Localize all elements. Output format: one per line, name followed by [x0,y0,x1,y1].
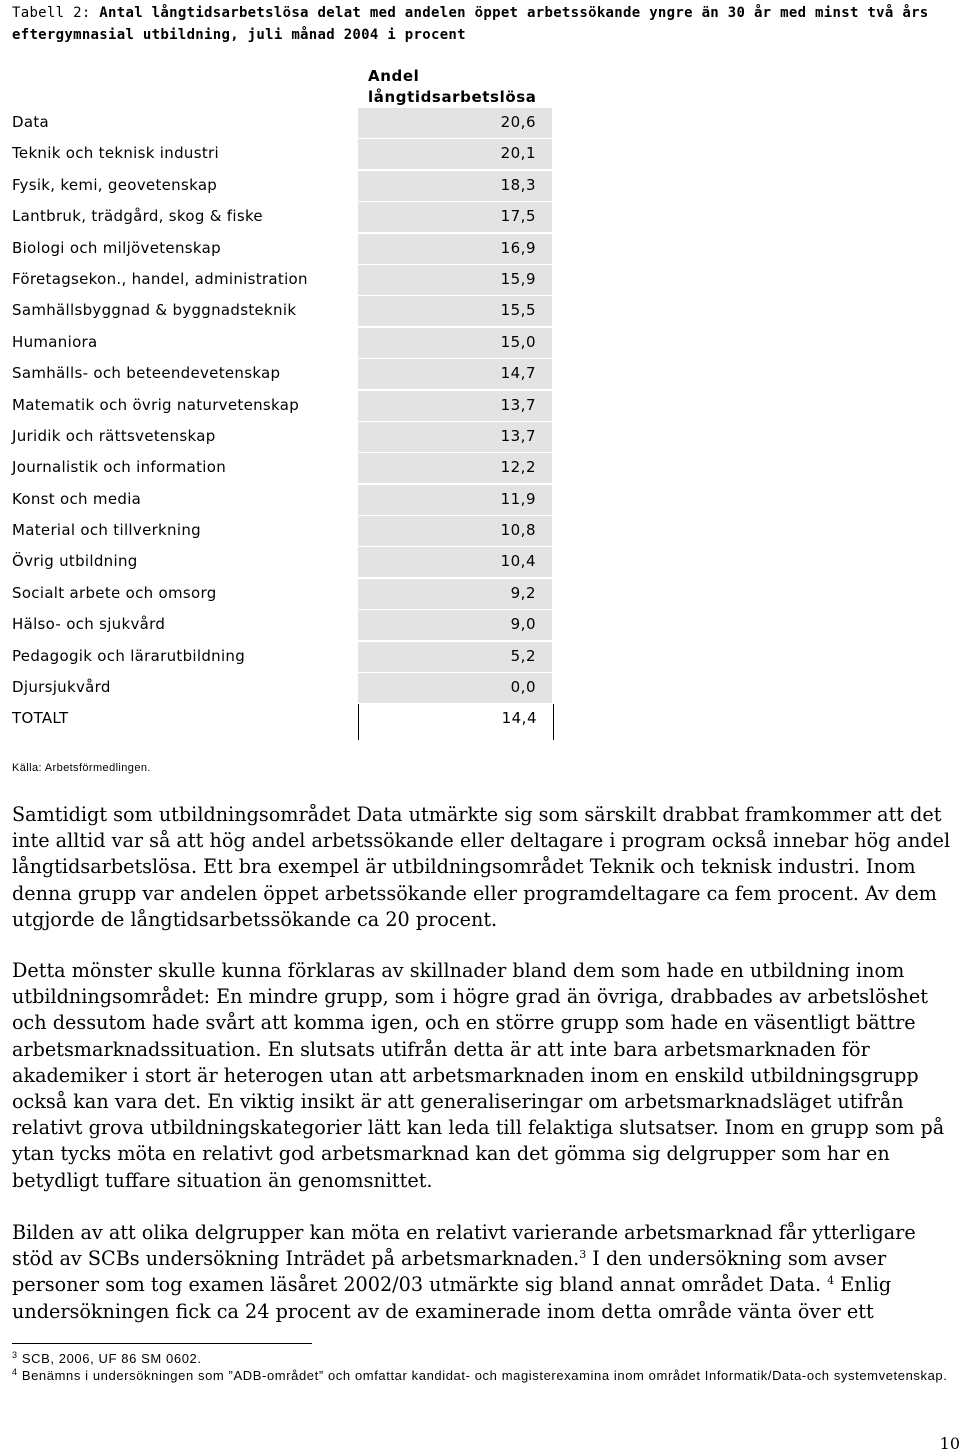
row-value: 10,4 [500,552,536,571]
value-cell [358,139,552,169]
paragraph-3 [12,1220,957,1325]
row-label: Material och tillverkning [12,521,201,540]
total-value: 14,4 [501,709,537,728]
table-row [0,234,560,265]
table-caption [12,2,952,46]
footnote-3-mark: 3 [12,1350,18,1360]
table-row [0,328,560,359]
caption-title: Antal långtidsarbetslösa delat med andelen öppet arbetssökande yngre än 30 år med minst två års eftergymnasial utbildning, juli månad 2004 i procent [12,5,929,43]
paragraph-2: Detta mönster skulle kunna förklaras av skillnader bland dem som hade en utbildning inom utbildningsområdet: En mindre grupp, som i högre grad än övriga, drabbades av arbetslöshet och dessutom hade svårt att komma igen, och en större grupp som hade en väsentligt bättre arbetsmarknadssituation. En slutsats utifrån detta är att inte bara arbetsmarknaden för akademiker i stort är heterogen utan att arbetsmarknaden inom en enskild utbildningsgrupp också kan vara det. En viktig insikt är att generaliseringar om arbetsmarknadsläget utifrån relativt grova utbildningskategorier lätt kan leda till felaktiga slutsatser. Inom en grupp som på ytan tycks möta en relativt god arbetsmarknad kan det gömma sig delgrupper som har en betydligt tuffare situation än genomsnittet. [12,959,945,1192]
value-cell [358,485,552,515]
row-value: 20,1 [500,144,536,163]
table-total-row [0,704,560,735]
row-value: 9,2 [510,583,536,602]
row-label: Hälso- och sjukvård [12,615,166,634]
value-cell [358,328,552,358]
footnote-4-mark: 4 [12,1367,18,1377]
value-cell [358,234,552,264]
row-label: Matematik och övrig naturvetenskap [12,395,300,414]
caption-label: Tabell 2: [12,5,100,21]
page-number: 10 [939,1434,960,1453]
footnote-ref-3[interactable]: 3 [579,1248,587,1262]
row-value: 14,7 [500,364,536,383]
value-cell [358,296,552,326]
row-value: 15,9 [500,269,536,288]
row-label: Samhällsbyggnad & byggnadsteknik [12,301,297,320]
row-value: 16,9 [500,238,536,257]
table-body [0,108,560,736]
row-value: 12,2 [500,458,536,477]
value-cell [358,673,552,703]
value-cell [358,642,552,672]
table-row [0,359,560,390]
value-cell [358,610,552,640]
table-row [0,673,560,704]
table-row [0,453,560,484]
total-cell [358,704,554,740]
value-cell [358,108,552,138]
row-label: Pedagogik och lärarutbildning [12,646,246,665]
value-cell [358,516,552,546]
value-cell [358,359,552,389]
table-row [0,485,560,516]
table-row [0,265,560,296]
value-cell [358,265,552,295]
row-label: Konst och media [12,489,142,508]
row-value: 0,0 [510,678,536,697]
footnote-separator [12,1343,312,1344]
row-label: Företagsekon., handel, administration [12,269,308,288]
value-cell [358,579,552,609]
footnotes [12,1350,957,1384]
footnote-3 [12,1350,957,1367]
table-row [0,296,560,327]
table-row [0,202,560,233]
value-cell [358,422,552,452]
row-value: 11,9 [500,489,536,508]
footnote-3-text: SCB, 2006, UF 86 SM 0602. [17,1351,202,1366]
row-label: Samhälls- och beteendevetenskap [12,364,281,383]
row-value: 17,5 [500,207,536,226]
table-row [0,579,560,610]
row-label: Socialt arbete och omsorg [12,583,217,602]
paragraph-3-part-2: I den undersökning som avser personer som tog examen läsåret 2002/03 utmärkte sig bland annat området Data. [12,1247,887,1297]
row-value: 10,8 [500,521,536,540]
row-value: 15,0 [500,332,536,351]
value-cell [358,391,552,421]
row-value: 9,0 [510,615,536,634]
value-cell [358,453,552,483]
row-value: 18,3 [500,175,536,194]
row-value: 20,6 [500,113,536,131]
table-row [0,422,560,453]
row-label: Teknik och teknisk industri [12,144,219,163]
table-row [0,391,560,422]
value-cell [358,547,552,577]
paragraph-3-part-3: Enlig undersökningen fick ca 24 procent av de examinerade inom detta område vänta över ett [12,1273,892,1323]
footnote-ref-4[interactable]: 4 [827,1274,835,1288]
column-header: Andel långtidsarbetslösa [368,67,537,106]
row-label: Lantbruk, trädgård, skog & fiske [12,207,263,226]
row-label: Övrig utbildning [12,552,138,571]
paragraph-3-part-1: Bilden av att olika delgrupper kan möta en relativt varierande arbetsmarknad får ytterligare stöd av SCBs undersökning Inträdet på arbetsmarknaden. [12,1221,916,1271]
table-row [0,642,560,673]
table-row [0,547,560,578]
paragraph-1: Samtidigt som utbildningsområdet Data utmärkte sig som särskilt drabbat framkommer att det inte alltid var så att hög andel arbetssökande eller deltagare i program också innebar hög andel långtidsarbetslösa. Ett bra exempel är utbildningsområdet Teknik och teknisk industri. Inom denna grupp var andelen öppet arbetssökande eller programdeltagare ca fem procent. Av dem utgjorde de långtidsarbetssökande ca 20 procent. [12,803,951,931]
source-note: Källa: Arbetsförmedlingen. [12,762,151,774]
row-label: Fysik, kemi, geovetenskap [12,175,218,194]
table-row [0,171,560,202]
row-value: 13,7 [500,395,536,414]
row-label: Juridik och rättsvetenskap [12,426,216,445]
row-label: Biologi och miljövetenskap [12,238,221,257]
row-label: Journalistik och information [12,458,227,477]
value-cell [358,171,552,201]
table-row [0,610,560,641]
value-cell [358,202,552,232]
footnote-4 [12,1367,957,1384]
table-row [0,139,560,170]
row-label: Data [12,113,50,131]
row-value: 13,7 [500,426,536,445]
row-label: Humaniora [12,332,98,351]
table-row [0,108,560,139]
row-value: 15,5 [500,301,536,320]
total-label: TOTALT [12,709,69,728]
footnote-4-text: Benämns i undersökningen som ”ADB-området” och omfattar kandidat- och magisterexamina inom området Informatik/Data-och systemvetenskap. [17,1368,948,1383]
table-row [0,516,560,547]
row-label: Djursjukvård [12,678,111,697]
row-value: 5,2 [510,646,536,665]
